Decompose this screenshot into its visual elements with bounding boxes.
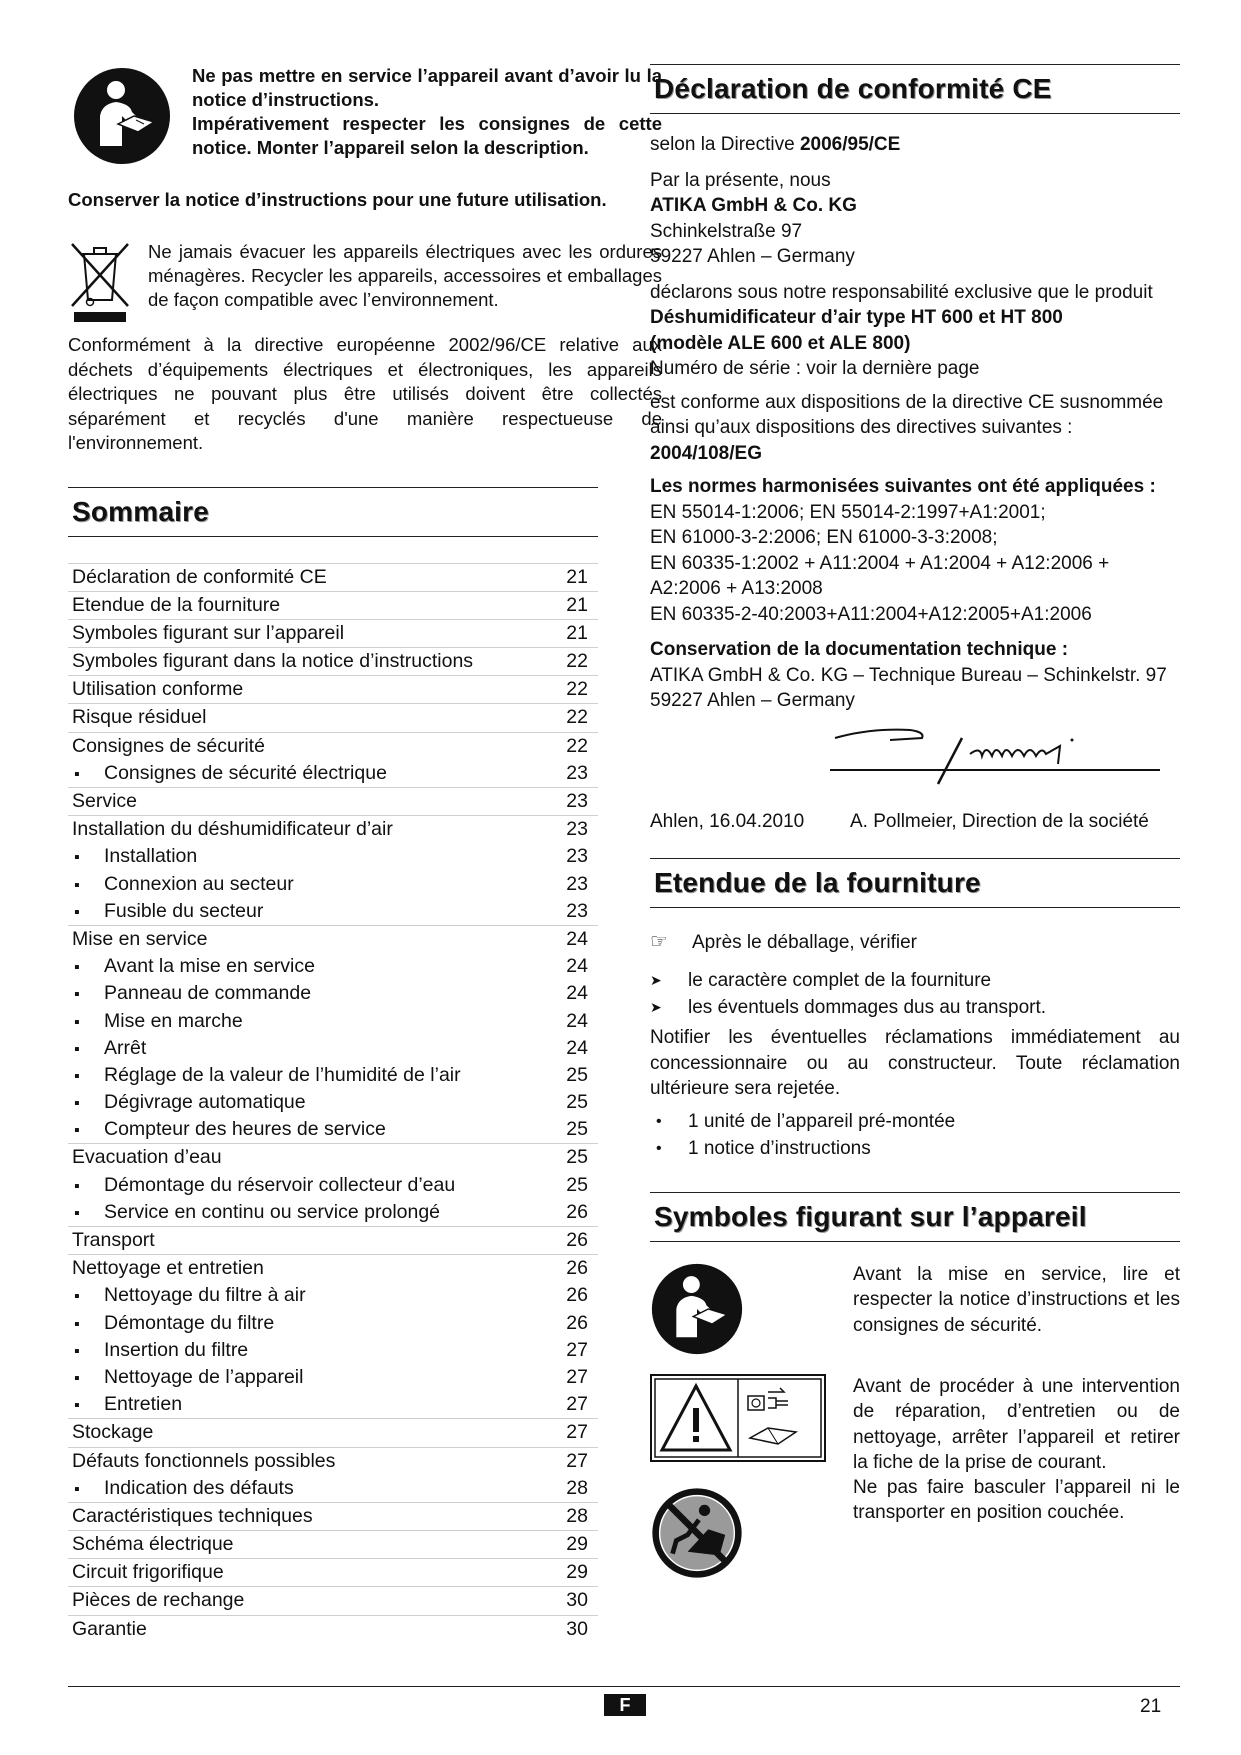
toc-label: ▪ Mise en marche <box>72 1008 243 1035</box>
toc-label: ▪ Compteur des heures de service <box>72 1116 386 1143</box>
toc-page: 24 <box>566 982 588 1005</box>
delivery-check-text: le caractère complet de la fourniture <box>688 970 992 991</box>
symbol-row-2 <box>650 1374 1180 1523</box>
toc-page: 25 <box>566 1063 588 1086</box>
delivery-check-text: les éventuels dommages dus au transport. <box>688 997 1047 1018</box>
toc-page: 24 <box>566 1036 588 1059</box>
toc-page: 27 <box>566 1449 588 1472</box>
toc-row[interactable] <box>68 1586 598 1614</box>
toc-row[interactable] <box>68 1282 598 1309</box>
symbol-3-text: Ne pas faire basculer l’appareil ni le transporter en position couchée. <box>853 1476 1180 1523</box>
toc-page: 23 <box>566 790 588 812</box>
toc-row[interactable] <box>68 898 598 925</box>
conservation-title: Conservation de la documentation technique : <box>650 639 1069 660</box>
toc-label: ▪ Installation <box>72 843 197 870</box>
read-manual-icon <box>650 1262 744 1356</box>
toc-page: 25 <box>566 1173 588 1196</box>
toc-label: Pièces de rechange <box>72 1589 245 1612</box>
weee-directive: Conformément à la directive européenne 2002/96/CE relative aux déchets d’équipements électriques et électroniques, les appareils électriques ne pouvant plus être utilisés doivent être collectés séparément et recyclés d'une manière respectueuse de l'environnement. <box>68 334 662 453</box>
signature-area <box>650 714 1180 809</box>
norm-line: A2:2006 + A13:2008 <box>650 578 823 599</box>
toc-label: ▪ Démontage du réservoir collecteur d’eau <box>72 1172 455 1199</box>
toc-label: ▪ Entretien <box>72 1391 182 1418</box>
toc-label: ▪ Dégivrage automatique <box>72 1089 306 1116</box>
toc-page: 26 <box>566 1257 588 1280</box>
toc-page: 21 <box>566 621 588 644</box>
toc-label: ▪ Nettoyage du filtre à air <box>72 1282 306 1309</box>
toc-label: Evacuation d’eau <box>72 1146 222 1169</box>
crossed-bin-icon <box>68 240 132 324</box>
signatory: A. Pollmeier, Direction de la société <box>850 810 1149 832</box>
toc-row[interactable] <box>68 1502 598 1530</box>
toc-page: 26 <box>566 1229 588 1251</box>
toc-label: Mise en service <box>72 927 208 950</box>
language-badge: F <box>604 1694 646 1716</box>
toc-row[interactable] <box>68 1116 598 1143</box>
toc-label: Consignes de sécurité <box>72 734 265 757</box>
product-line-1: Déshumidificateur d’air type HT 600 et HT 800 <box>650 307 1063 328</box>
declare-text: déclarons sous notre responsabilité exclusive que le produit <box>650 281 1153 303</box>
warning-line-1: Ne pas mettre en service l’appareil avant d’avoir lu la notice d’instructions. <box>192 65 662 110</box>
norm-line: EN 60335-1:2002 + A11:2004 + A1:2004 + A12:2006 + <box>650 552 1110 574</box>
toc-page: 22 <box>566 706 588 729</box>
toc-row[interactable] <box>68 1172 598 1199</box>
toc-page: 21 <box>566 593 588 616</box>
toc-row[interactable] <box>68 1310 598 1337</box>
warning-line-2: Impérativement respecter les consignes de cette notice. Monter l’appareil selon la description. <box>192 113 662 158</box>
directive-prefix: selon la Directive <box>650 134 800 155</box>
toc-row[interactable] <box>68 1447 598 1475</box>
toc-label: ▪ Panneau de commande <box>72 980 311 1007</box>
toc-label: Garantie <box>72 1617 147 1640</box>
symbols-title: Symboles figurant sur l’appareil <box>650 1192 1180 1242</box>
toc-label: Nettoyage et entretien <box>72 1257 264 1280</box>
toc-row[interactable] <box>68 1254 598 1282</box>
toc-row[interactable] <box>68 1089 598 1116</box>
toc-label: ▪ Avant la mise en service <box>72 953 315 980</box>
toc-row[interactable] <box>68 1062 598 1089</box>
serial-number-text: Numéro de série : voir la dernière page <box>650 358 980 379</box>
toc-row[interactable] <box>68 1008 598 1035</box>
toc-row[interactable] <box>68 1035 598 1062</box>
arrow-bullet-icon: ➤ <box>650 999 662 1015</box>
toc-page: 24 <box>566 927 588 950</box>
toc-row[interactable] <box>68 1615 598 1643</box>
toc-page: 30 <box>566 1617 588 1640</box>
weee-notice <box>68 240 662 335</box>
toc-page: 23 <box>566 818 588 841</box>
toc-row[interactable] <box>68 843 598 870</box>
toc-row[interactable] <box>68 760 598 787</box>
toc-label: Caractéristiques techniques <box>72 1504 313 1527</box>
company-city: 59227 Ahlen – Germany <box>650 246 855 267</box>
toc-row[interactable] <box>68 1391 598 1418</box>
toc-page: 23 <box>566 899 588 922</box>
toc-label: Déclaration de conformité CE <box>72 565 327 588</box>
symbol-row-1 <box>650 1262 1180 1362</box>
toc-row[interactable] <box>68 563 598 591</box>
toc-page: 26 <box>566 1284 588 1307</box>
warning-keep-text: Conserver la notice d’instructions pour une future utilisation. <box>68 189 607 210</box>
toc-title: Sommaire <box>68 487 598 537</box>
toc-label: Risque résiduel <box>72 706 207 729</box>
toc-row[interactable] <box>68 815 598 843</box>
arrow-bullet-icon: ➤ <box>650 972 662 988</box>
toc-row[interactable] <box>68 675 598 703</box>
toc-row[interactable] <box>68 1364 598 1391</box>
toc-row[interactable] <box>68 871 598 898</box>
toc-page: 27 <box>566 1421 588 1444</box>
toc-page: 29 <box>566 1561 588 1584</box>
toc-label: Utilisation conforme <box>72 678 244 701</box>
norm-line: EN 60335-2-40:2003+A11:2004+A12:2005+A1:2006 <box>650 603 1092 625</box>
toc-label: Etendue de la fourniture <box>72 593 281 616</box>
delivery-item <box>650 1135 1180 1162</box>
toc-label: ▪ Arrêt <box>72 1035 146 1062</box>
conservation-line-2: 59227 Ahlen – Germany <box>650 690 855 711</box>
product-line-2: (modèle ALE 600 et ALE 800) <box>650 332 911 354</box>
signature-image <box>830 718 1170 808</box>
declaration-intro: Par la présente, nous <box>650 169 831 191</box>
toc-page: 22 <box>566 678 588 701</box>
weee-text: Ne jamais évacuer les appareils électriques avec les ordures ménagères. Recycler les appareils, accessoires et emballages de façon compatible avec l’environnement. <box>148 241 662 310</box>
toc-label: Circuit frigorifique <box>72 1561 224 1584</box>
delivery-check <box>650 930 1180 956</box>
toc-page: 25 <box>566 1146 588 1169</box>
delivery-notify: Notifier les éventuelles réclamations immédiatement au concessionnaire ou au constructeur. Toute réclamation ultérieure sera rejetée. <box>650 1027 1180 1099</box>
toc-row[interactable] <box>68 1530 598 1558</box>
delivery-item-text: 1 notice d’instructions <box>688 1137 871 1159</box>
toc-label: ▪ Insertion du filtre <box>72 1337 248 1364</box>
toc-page: 25 <box>566 1091 588 1114</box>
toc-page: 22 <box>566 650 588 673</box>
warning-text <box>192 64 662 160</box>
table-of-contents <box>68 563 598 1643</box>
read-manual-warning <box>68 64 662 234</box>
toc-row[interactable] <box>68 591 598 619</box>
right-column <box>650 64 1180 1586</box>
no-tilting-icon <box>650 1486 744 1580</box>
conservation-line-1: ATIKA GmbH & Co. KG – Technique Bureau – Schinkelstr. 97 <box>650 664 1167 686</box>
toc-row[interactable] <box>68 1226 598 1254</box>
directive-number: 2006/95/CE <box>799 134 901 155</box>
toc-row[interactable] <box>68 953 598 980</box>
toc-label: Stockage <box>72 1421 154 1444</box>
delivery-checks <box>650 967 1180 1021</box>
read-manual-icon <box>72 66 172 166</box>
toc-label: ▪ Consignes de sécurité électrique <box>72 760 387 787</box>
norms-title: Les normes harmonisées suivantes ont été appliquées : <box>650 476 1156 497</box>
signature-line <box>650 809 1180 834</box>
symbol-1-text: Avant la mise en service, lire et respecter la notice d’instructions et les consignes de sécurité. <box>853 1263 1180 1336</box>
toc-page: 26 <box>566 1200 588 1223</box>
toc-label: ▪ Démontage du filtre <box>72 1310 274 1337</box>
toc-page: 28 <box>566 1504 588 1527</box>
symbol-row-3 <box>650 1486 1180 1586</box>
toc-page: 27 <box>566 1365 588 1388</box>
toc-row[interactable] <box>68 1475 598 1502</box>
company-street: Schinkelstraße 97 <box>650 220 803 242</box>
dot-bullet-icon: • <box>656 1112 662 1130</box>
left-column <box>68 64 662 1643</box>
toc-page: 23 <box>566 761 588 784</box>
toc-label: Défauts fonctionnels possibles <box>72 1449 336 1472</box>
toc-label: ▪ Service en continu ou service prolongé <box>72 1199 440 1226</box>
place-date: Ahlen, 16.04.2010 <box>650 810 805 832</box>
toc-label: Service <box>72 790 138 812</box>
pointing-hand-icon: ☞ <box>650 930 668 953</box>
delivery-item <box>650 1108 1180 1135</box>
toc-page: 30 <box>566 1589 588 1612</box>
toc-row[interactable] <box>68 732 598 760</box>
toc-page: 25 <box>566 1118 588 1141</box>
toc-page: 22 <box>566 734 588 757</box>
toc-row[interactable] <box>68 647 598 675</box>
toc-page: 27 <box>566 1338 588 1361</box>
toc-label: ▪ Fusible du secteur <box>72 898 263 925</box>
delivery-items <box>650 1108 1180 1162</box>
toc-row[interactable] <box>68 925 598 953</box>
delivery-item-text: 1 unité de l’appareil pré-montée <box>688 1110 956 1132</box>
toc-page: 24 <box>566 955 588 978</box>
delivery-check-item <box>650 967 1180 994</box>
toc-row[interactable] <box>68 787 598 815</box>
symbol-2-text: Avant de procéder à une intervention de réparation, d’entretien ou de nettoyage, arrêter l’appareil et retirer la fiche de la prise de courant. <box>853 1375 1180 1473</box>
delivery-title: Etendue de la fourniture <box>650 858 1180 908</box>
toc-row[interactable] <box>68 1143 598 1171</box>
toc-page: 21 <box>566 565 588 588</box>
toc-page: 24 <box>566 1009 588 1032</box>
toc-label: Installation du déshumidificateur d’air <box>72 818 393 841</box>
directive-line <box>650 132 1180 158</box>
unplug-warning-icon <box>650 1374 826 1462</box>
toc-page: 29 <box>566 1533 588 1556</box>
declaration-title: Déclaration de conformité CE <box>650 64 1180 114</box>
toc-page: 27 <box>566 1393 588 1416</box>
toc-label: ▪ Indication des défauts <box>72 1475 294 1502</box>
toc-row[interactable] <box>68 1558 598 1586</box>
toc-row[interactable] <box>68 1418 598 1446</box>
toc-label: ▪ Nettoyage de l’appareil <box>72 1364 303 1391</box>
toc-row[interactable] <box>68 1199 598 1226</box>
toc-label: ▪ Réglage de la valeur de l’humidité de l’air <box>72 1062 461 1089</box>
norms-list <box>650 500 1180 628</box>
toc-label: Symboles figurant dans la notice d’instructions <box>72 650 474 673</box>
dot-bullet-icon: • <box>656 1139 662 1157</box>
toc-label: Transport <box>72 1229 155 1251</box>
toc-row[interactable] <box>68 1337 598 1364</box>
norm-line: EN 61000-3-2:2006; EN 61000-3-3:2008; <box>650 527 998 548</box>
toc-label: Schéma électrique <box>72 1533 234 1556</box>
toc-row[interactable] <box>68 703 598 731</box>
company-name: ATIKA GmbH & Co. KG <box>650 195 857 216</box>
toc-page: 28 <box>566 1476 588 1499</box>
page-number: 21 <box>1140 1696 1162 1717</box>
toc-row[interactable] <box>68 980 598 1007</box>
toc-page: 23 <box>566 845 588 868</box>
toc-label: Symboles figurant sur l’appareil <box>72 621 345 644</box>
footer-rule <box>68 1686 1180 1687</box>
directive-2: 2004/108/EG <box>650 442 762 464</box>
toc-label: ▪ Connexion au secteur <box>72 871 294 898</box>
toc-row[interactable] <box>68 619 598 647</box>
norm-line: EN 55014-1:2006; EN 55014-2:1997+A1:2001; <box>650 501 1046 523</box>
delivery-check-text: Après le déballage, vérifier <box>692 931 917 953</box>
delivery-check-item <box>650 994 1180 1021</box>
toc-page: 23 <box>566 872 588 895</box>
toc-page: 26 <box>566 1311 588 1334</box>
conformity-text: est conforme aux dispositions de la directive CE susnommée ainsi qu’aux dispositions des directives suivantes : <box>650 391 1164 438</box>
